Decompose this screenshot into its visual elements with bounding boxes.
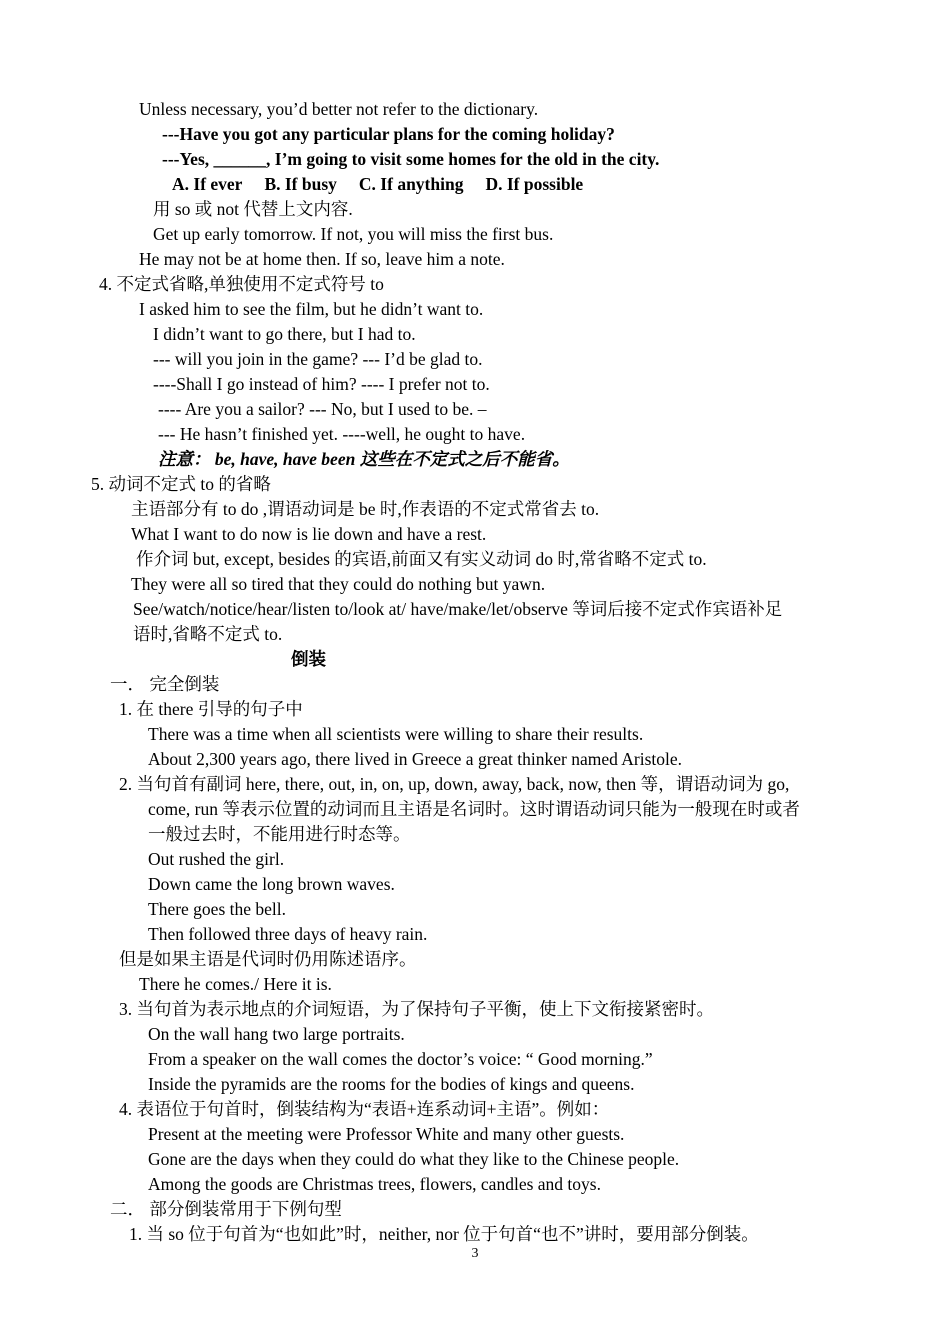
section-heading: 4. 不定式省略,单独使用不定式符号 to	[99, 274, 384, 294]
text-line: I didn’t want to go there, but I had to.	[153, 324, 416, 344]
note-line: 注意： be, have, have been 这些在不定式之后不能省。	[158, 449, 570, 469]
text-line: 一般过去时，不能用进行时态等。	[148, 824, 411, 844]
list-item: 2. 当句首有副词 here, there, out, in, on, up, down, away, back, now, then 等，谓语动词为 go,	[119, 774, 790, 794]
text-line: come, run 等表示位置的动词而且主语是名词时。这时谓语动词只能为一般现在时或者	[148, 799, 800, 819]
text-line: ----Shall I go instead of him? ---- I prefer not to.	[153, 374, 490, 394]
section-title: 倒装	[291, 649, 326, 669]
text-line: --- will you join in the game? --- I’d be glad to.	[153, 349, 483, 369]
text-line: 语时,省略不定式 to.	[133, 624, 283, 644]
text-line: There goes the bell.	[148, 899, 287, 919]
text-line: 但是如果主语是代词时仍用陈述语序。	[119, 949, 417, 969]
text-line: See/watch/notice/hear/listen to/look at/ have/make/let/observe 等词后接不定式作宾语补足	[133, 599, 783, 619]
option-c: C. If anything	[358, 174, 464, 194]
list-item: 3. 当句首为表示地点的介词短语，为了保持句子平衡，使上下文衔接紧密时。	[119, 999, 714, 1019]
text-line: Among the goods are Christmas trees, flowers, candles and toys.	[148, 1174, 601, 1194]
section-heading: 一． 完全倒装	[110, 674, 220, 694]
text-line: 作介词 but, except, besides 的宾语,前面又有实义动词 do 时,常省略不定式 to.	[136, 549, 707, 569]
text-line: Then followed three days of heavy rain.	[148, 924, 428, 944]
text-line: There he comes./ Here it is.	[139, 974, 332, 994]
list-item: 1. 当 so 位于句首为“也如此”时，neither, nor 位于句首“也不”讲时，要用部分倒装。	[129, 1224, 759, 1244]
text-line: They were all so tired that they could do nothing but yawn.	[131, 574, 546, 594]
options-line	[172, 172, 605, 197]
text-line: From a speaker on the wall comes the doctor’s voice: “ Good morning.”	[148, 1049, 653, 1069]
page-number: 3	[471, 1246, 479, 1261]
text-line: About 2,300 years ago, there lived in Greece a great thinker named Aristole.	[148, 749, 683, 769]
text-line: Inside the pyramids are the rooms for the bodies of kings and queens.	[148, 1074, 635, 1094]
option-a: A. If ever	[172, 174, 243, 194]
text-line: Unless necessary, you’d better not refer to the dictionary.	[139, 99, 539, 119]
text-line: There was a time when all scientists were willing to share their results.	[148, 724, 644, 744]
text-line: 主语部分有 to do ,谓语动词是 be 时,作表语的不定式常省去 to.	[131, 499, 600, 519]
text-line: Out rushed the girl.	[148, 849, 285, 869]
question-line: ---Have you got any particular plans for the coming holiday?	[162, 124, 615, 144]
list-item: 4. 表语位于句首时，倒装结构为“表语+连系动词+主语”。例如：	[119, 1099, 610, 1119]
text-line: I asked him to see the film, but he didn’t want to.	[139, 299, 484, 319]
list-item: 1. 在 there 引导的句子中	[119, 699, 303, 719]
text-line: What I want to do now is lie down and have a rest.	[131, 524, 487, 544]
section-heading: 5. 动词不定式 to 的省略	[91, 474, 271, 494]
text-line: ---- Are you a sailor? --- No, but I used to be. –	[158, 399, 487, 419]
text-line: --- He hasn’t finished yet. ----well, he ought to have.	[158, 424, 526, 444]
option-d: D. If possible	[485, 174, 584, 194]
text-line: Get up early tomorrow. If not, you will miss the first bus.	[153, 224, 554, 244]
text-line: He may not be at home then. If so, leave him a note.	[139, 249, 505, 269]
answer-line: ---Yes, ______, I’m going to visit some homes for the old in the city.	[162, 149, 660, 169]
section-heading: 二． 部分倒装常用于下例句型	[110, 1199, 342, 1219]
text-line: 用 so 或 not 代替上文内容.	[153, 199, 353, 219]
text-line: Gone are the days when they could do what they like to the Chinese people.	[148, 1149, 680, 1169]
text-line: Down came the long brown waves.	[148, 874, 395, 894]
text-line: Present at the meeting were Professor White and many other guests.	[148, 1124, 625, 1144]
option-b: B. If busy	[264, 174, 337, 194]
text-line: On the wall hang two large portraits.	[148, 1024, 405, 1044]
